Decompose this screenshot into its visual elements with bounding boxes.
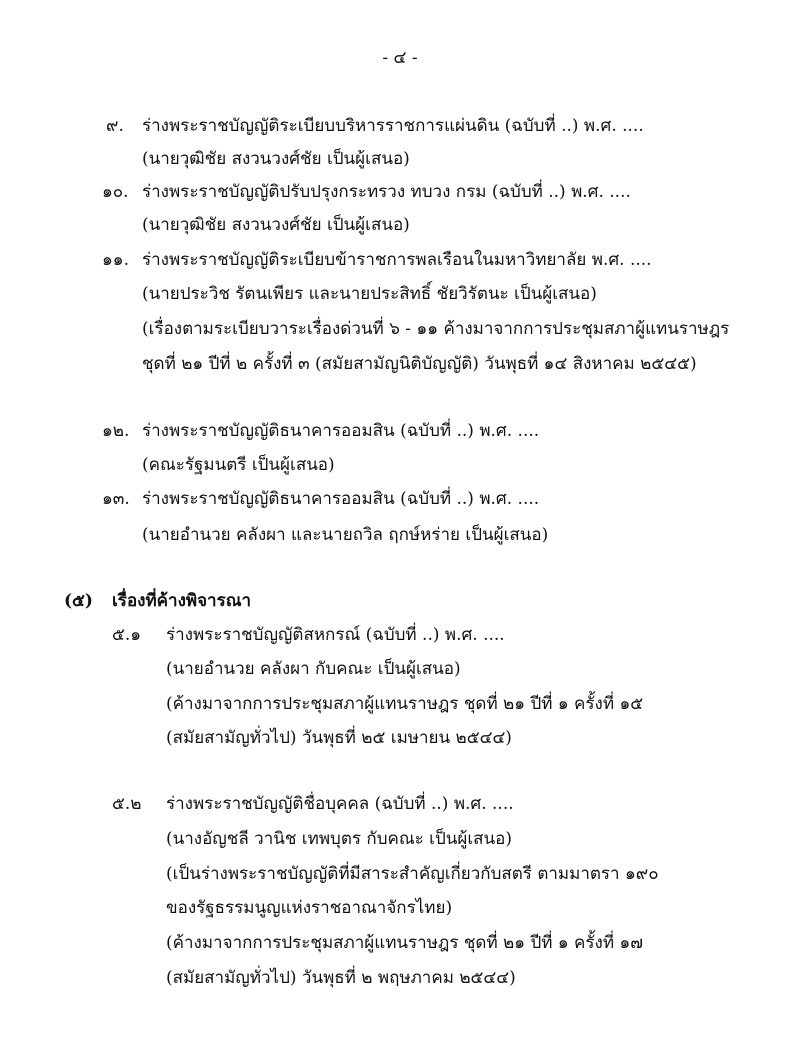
subitem-note: (เป็นร่างพระราชบัญญัติที่มีสาระสำคัญเกี่ยวกับสตรี ตามมาตรา ๑๙๐ (166, 864, 659, 884)
item-number: ๙. (106, 116, 124, 136)
subitem-proposer: (นางอัญชลี วานิช เทพบุตร กับคณะ เป็นผู้เสนอ) (166, 829, 512, 849)
item-title: ร่างพระราชบัญญัติระเบียบบริหารราชการแผ่นดิน (ฉบับที่ ..) พ.ศ. .... (142, 116, 644, 136)
subitem-note: (ค้างมาจากการประชุมสภาผู้แทนราษฎร ชุดที่ ๒๑ ปีที่ ๑ ครั้งที่ ๑๗ (166, 933, 644, 953)
subitem-note: (ค้างมาจากการประชุมสภาผู้แทนราษฎร ชุดที่ ๒๑ ปีที่ ๑ ครั้งที่ ๑๕ (166, 694, 644, 714)
subitem-note: ของรัฐธรรมนูญแห่งราชอาณาจักรไทย) (166, 898, 453, 918)
item-proposer: (นายประวิช รัตนเพียร และนายประสิทธิ์ ชัยวิรัตนะ เป็นผู้เสนอ) (142, 284, 597, 304)
subitem-note: (สมัยสามัญทั่วไป) วันพุธที่ ๒ พฤษภาคม ๒๕๔๔) (166, 968, 516, 988)
subitem-number: ๕.๑ (112, 625, 142, 645)
subitem-title: ร่างพระราชบัญญัติชื่อบุคคล (ฉบับที่ ..) พ.ศ. .... (166, 794, 514, 814)
item-number: ๑๓. (102, 489, 130, 509)
page-number: - ๔ - (382, 48, 418, 68)
item-proposer: (นายอำนวย คลังผา และนายถวิล ฤกษ์หร่าย เป็นผู้เสนอ) (142, 525, 549, 545)
item-note: (เรื่องตามระเบียบวาระเรื่องด่วนที่ ๖ - ๑๑ ค้างมาจากการประชุมสภาผู้แทนราษฎร (142, 319, 730, 339)
item-title: ร่างพระราชบัญญัติปรับปรุงกระทรวง ทบวง กรม (ฉบับที่ ..) พ.ศ. .... (142, 182, 631, 202)
item-note: ชุดที่ ๒๑ ปีที่ ๒ ครั้งที่ ๓ (สมัยสามัญนิติบัญญัติ) วันพุธที่ ๑๔ สิงหาคม ๒๕๔๕) (142, 354, 697, 374)
item-proposer: (นายวุฒิชัย สงวนวงศ์ชัย เป็นผู้เสนอ) (142, 215, 410, 235)
item-number: ๑๑. (102, 250, 129, 270)
subitem-title: ร่างพระราชบัญญัติสหกรณ์ (ฉบับที่ ..) พ.ศ. .... (166, 625, 505, 645)
subitem-proposer: (นายอำนวย คลังผา กับคณะ เป็นผู้เสนอ) (166, 659, 461, 679)
subitem-note: (สมัยสามัญทั่วไป) วันพุธที่ ๒๕ เมษายน ๒๕๔๔) (166, 728, 512, 748)
item-title: ร่างพระราชบัญญัติธนาคารออมสิน (ฉบับที่ ..) พ.ศ. .... (142, 489, 540, 509)
subitem-number: ๕.๒ (112, 794, 142, 814)
item-number: ๑๐. (102, 182, 129, 202)
section-title: เรื่องที่ค้างพิจารณา (112, 591, 252, 611)
section-number: (๕) (64, 591, 93, 611)
item-proposer: (คณะรัฐมนตรี เป็นผู้เสนอ) (142, 455, 335, 475)
item-number: ๑๒. (102, 421, 130, 441)
item-title: ร่างพระราชบัญญัติระเบียบข้าราชการพลเรือนในมหาวิทยาลัย พ.ศ. .... (142, 250, 652, 270)
item-title: ร่างพระราชบัญญัติธนาคารออมสิน (ฉบับที่ ..) พ.ศ. .... (142, 421, 540, 441)
item-proposer: (นายวุฒิชัย สงวนวงศ์ชัย เป็นผู้เสนอ) (142, 149, 410, 169)
